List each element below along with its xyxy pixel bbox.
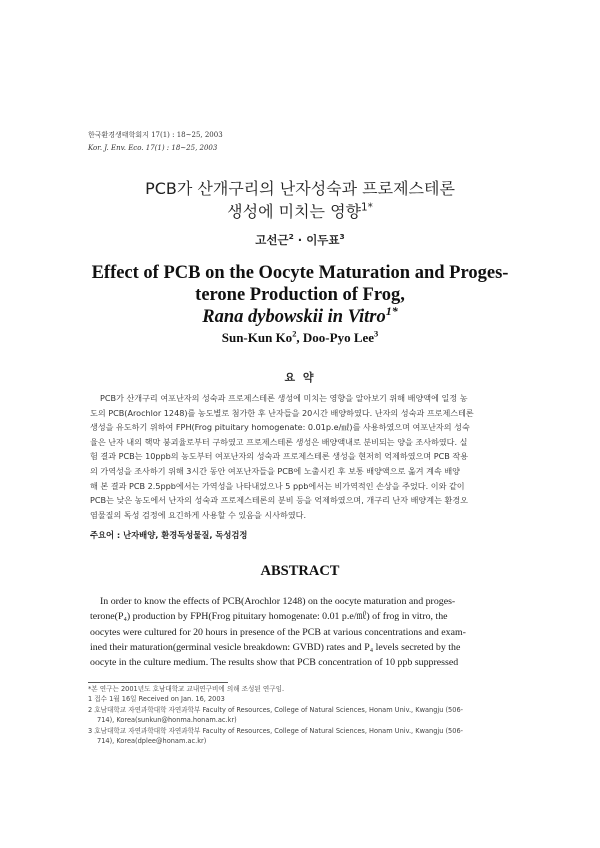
footnotes	[88, 684, 516, 746]
footnote-item: *본 연구는 2001년도 호남대학교 교내연구비에 의해 조성된 연구임.	[88, 685, 285, 693]
summary-line: 의 가역성을 조사하기 위해 3시간 동안 여포난자들을 PCB에 노출시킨 후 보통 배양액으로 옮겨 계속 배양	[90, 465, 460, 476]
summary-line: 율은 난자 내의 핵막 붕괴율로부터 구하였고 프로제스테론 생성은 배양액내로 분비되는 양을 조사하였다. 실	[90, 436, 468, 447]
author-kr-1: 고선근	[255, 233, 289, 247]
abstract-line: oocyte in the culture medium. The results show that PCB concentration of 10 ppb suppressed	[90, 657, 459, 669]
author-kr-2: 이두표	[306, 233, 340, 247]
abstract-heading: ABSTRACT	[260, 563, 340, 579]
title-en-line1: Effect of PCB on the Oocyte Maturation and Proges-	[91, 263, 509, 283]
title-kr-line1: PCB가 산개구리의 난자성숙과 프로제스테론	[145, 179, 455, 198]
summary-line: 생성을 유도하기 위하여 FPH(Frog pituitary homogenate: 0.01p.e/㎖)를 사용하였으며 여포난자의 성숙	[90, 422, 470, 433]
footnote-item: 3 호남대학교 자연과학대학 자연과학부 Faculty of Resources, College of Natural Sciences, Honam Univ., Kwangju (506-	[88, 726, 464, 735]
summary-line: 도의 PCB(Arochlor 1248)를 농도별로 첨가한 후 난자들을 20시간 배양하였다. 난자의 성숙과 프로제스테론	[90, 407, 474, 418]
summary-line: PCB는 낮은 농도에서 난자의 성숙과 프로제스테론의 분비 등을 억제하였으며, 개구리 난자 배양계는 환경오	[90, 495, 468, 506]
abstract-line: terone(P₄) production by FPH(Frog pituitary homogenate: 0.01 p.e/㎖) of frog in vitro, the	[90, 611, 448, 623]
abstract-body	[90, 594, 518, 670]
footnote-item: 2 호남대학교 자연과학대학 자연과학부 Faculty of Resources, College of Natural Sciences, Honam Univ., Kwangju (506-	[88, 705, 464, 714]
title-en-line2: terone Production of Frog,	[195, 285, 405, 305]
summary-line: 험 결과 PCB는 10ppb의 농도부터 여포난자의 성숙과 프로제스테론 생성을 현저히 억제하였으며 PCB 작용	[90, 451, 469, 462]
summary-kr-body	[90, 391, 514, 522]
author-en-2: Doo-Pyo Lee	[302, 330, 375, 345]
title-kr-line2: 생성에 미치는 영향$^{1*}$	[227, 201, 373, 221]
journal-citation-en: Kor. J. Env. Eco. 17(1) : 18~25, 2003	[88, 144, 218, 152]
abstract-line: ined their maturation(germinal vesicle breakdown: GVBD) rates and P₄ levels secreted by the	[90, 641, 461, 653]
footnote-item: 714), Korea(dplee@honam.ac.kr)	[97, 737, 207, 746]
keywords-text: 난자배양, 환경독성물질, 독성검정	[123, 530, 248, 540]
author-en-1: Sun-Kun Ko	[221, 330, 293, 345]
keywords-label: 주요어 :	[90, 530, 121, 540]
summary-line: 염물질의 독성 검정에 요긴하게 사용할 수 있음을 시사하였다.	[90, 509, 307, 520]
summary-line: PCB가 산개구리 여포난자의 성숙과 프로제스테론 생성에 미치는 영향을 알아보기 위해 배양액에 일정 농	[100, 393, 468, 403]
summary-heading: 요 약	[284, 371, 316, 384]
abstract-line: In order to know the effects of PCB(Arochlor 1248) on the oocyte maturation and proges-	[100, 596, 456, 607]
title-en-line3: Rana dybowskii in Vitro$^{1*}$	[202, 303, 398, 327]
authors-kr: 고선근$^2$ · 이두표$^3$	[255, 232, 345, 247]
footnote-item: 714), Korea(sunkun@honma.honam.ac.kr)	[97, 716, 237, 725]
keywords	[90, 529, 247, 541]
journal-citation-kr: 한국환경생태학회지 17(1) : 18~25, 2003	[88, 131, 223, 139]
abstract-line: oocytes were cultured for 20 hours in presence of the PCB at various concentrations and exam-	[90, 626, 466, 638]
authors-en: Sun-Kun Ko$^2$, Doo-Pyo Lee$^3$	[221, 328, 379, 345]
summary-line: 해 본 결과 PCB 2.5ppb에서는 가역성을 나타내었으나 5 ppb에서는 비가역적인 손상을 주었다. 이와 같이	[90, 480, 465, 491]
footnote-item: 1 접수 1월 16일 Received on Jan. 16, 2003	[88, 695, 225, 704]
footnote-divider	[88, 682, 228, 683]
